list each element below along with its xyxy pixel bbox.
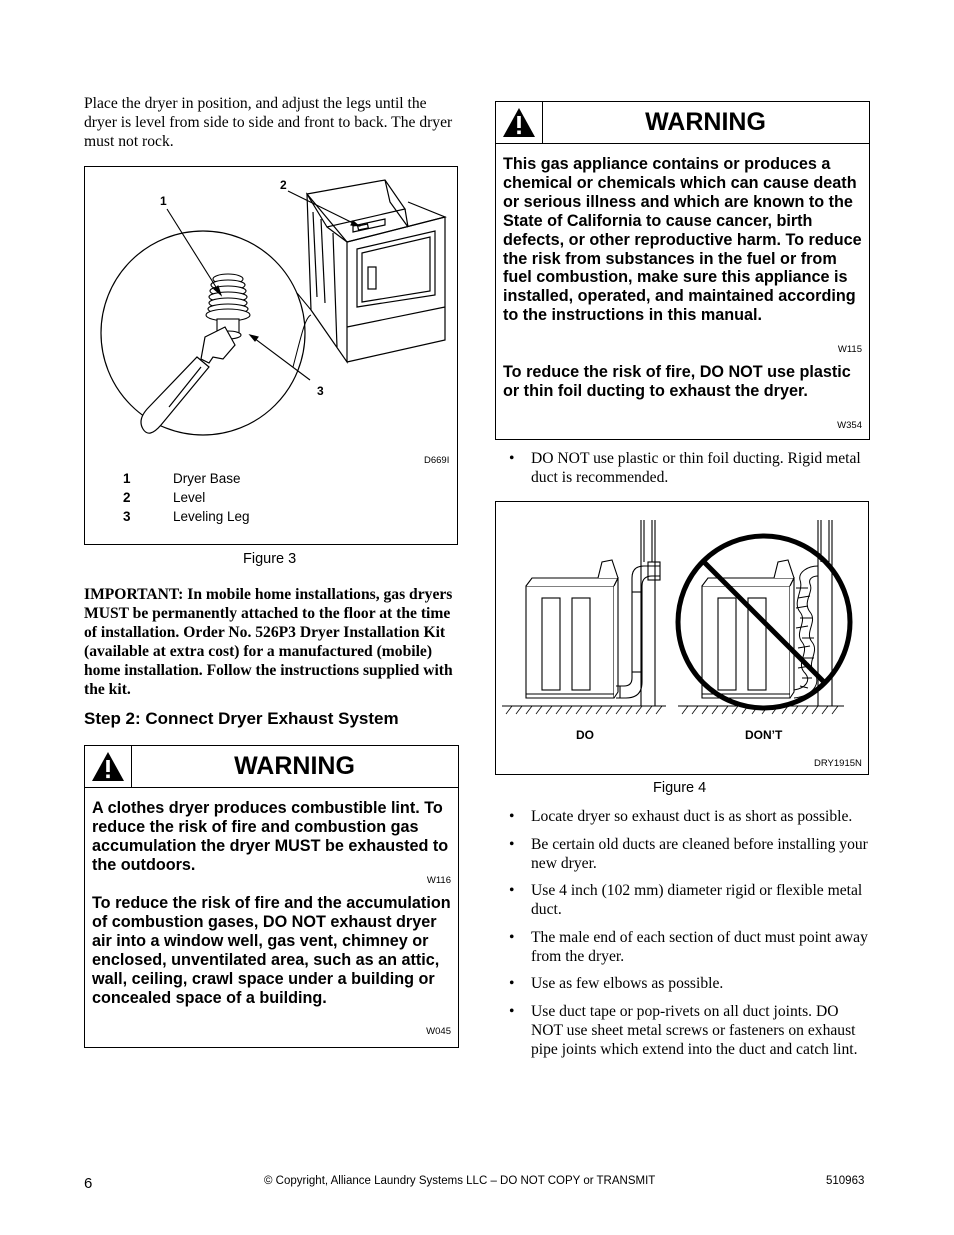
warning-triangle-icon xyxy=(85,746,132,787)
warning-box-lint xyxy=(84,745,459,1048)
bullet-item: • Use as few elbows as possible. xyxy=(509,974,869,993)
figure-3-code: D669I xyxy=(424,455,450,466)
warning-paragraph: To reduce the risk of fire, DO NOT use plastic or thin foil ducting to exhaust the dryer. xyxy=(503,363,851,400)
intro-paragraph: Place the dryer in position, and adjust the legs until the dryer is level from side to side and front to back. The dryer must not rock. xyxy=(84,95,453,150)
exhaust-duct-illustration xyxy=(496,502,868,774)
figure-4-caption: Figure 4 xyxy=(653,780,707,796)
legend-label: Dryer Base xyxy=(173,471,241,486)
legend-row xyxy=(123,489,250,508)
warning-header xyxy=(496,102,869,144)
figure-3-caption: Figure 3 xyxy=(243,551,297,567)
warning-code: W116 xyxy=(426,875,451,886)
dryer-leveling-illustration xyxy=(85,167,457,467)
figure-4 xyxy=(495,501,869,775)
bullet-item: • Be certain old ducts are cleaned before installing your new dryer. xyxy=(509,835,869,873)
bullet-item: • The male end of each section of duct must point away from the dryer. xyxy=(509,928,869,966)
legend-label: Level xyxy=(173,489,206,505)
legend-number: 2 xyxy=(123,489,131,505)
document-number: 510963 xyxy=(826,1175,865,1187)
bullet-item: • Use 4 inch (102 mm) diameter rigid or flexible metal duct. xyxy=(509,881,869,919)
important-notice: IMPORTANT: In mobile home installations, gas dryers MUST be permanently attached to the floor at the time of installation. Order No. 526P3 Dryer Installation Kit (available at extra cost) for a manufactured (mobile) home installation. Follow the instructions supplied with the kit. xyxy=(84,586,453,698)
warning-paragraph: This gas appliance contains or produces a chemical or chemicals which can cause death or serious illness and which are known to the State of California to cause cancer, birth defects, or other reproductive harm. To reduce the risk from substances in the fuel or from fuel combustion, make sure this appliance is installed, operated, and maintained according to the instructions in this manual. xyxy=(503,155,862,325)
copyright-notice: © Copyright, Alliance Laundry Systems LLC – DO NOT COPY or TRANSMIT xyxy=(264,1175,656,1187)
warning-header xyxy=(85,746,458,788)
figure-4-dont-label: DON’T xyxy=(745,728,783,742)
bullet-list-top xyxy=(509,449,869,496)
warning-code: W045 xyxy=(426,1026,451,1037)
callout-3: 3 xyxy=(317,384,324,398)
bullet-list-bottom xyxy=(509,807,869,1067)
warning-title: WARNING xyxy=(645,108,766,136)
figure-4-code: DRY1915N xyxy=(814,758,862,769)
figure-3 xyxy=(84,166,458,545)
warning-paragraph: To reduce the risk of fire and the accumulation of combustion gases, DO NOT exhaust dryer air into a window well, gas vent, chimney or enclosed, unventilated area, such as an attic, wall, ceiling, crawl space under a building or concealed space of a building. xyxy=(92,894,451,1007)
legend-number: 1 xyxy=(123,471,131,486)
warning-code: W115 xyxy=(837,344,862,355)
warning-triangle-icon xyxy=(496,102,543,143)
figure-3-legend xyxy=(123,470,250,526)
warning-box-california xyxy=(495,101,870,440)
bullet-item: • Use duct tape or pop-rivets on all duct joints. DO NOT use sheet metal screws or fasteners on exhaust pipe joints which extend into the duct and catch lint. xyxy=(509,1002,869,1059)
callout-1: 1 xyxy=(160,194,167,208)
legend-label: Leveling Leg xyxy=(173,508,250,524)
warning-title: WARNING xyxy=(234,752,355,780)
legend-row xyxy=(123,508,250,527)
legend-row xyxy=(123,470,250,489)
page-number: 6 xyxy=(84,1175,93,1192)
callout-2: 2 xyxy=(280,178,287,192)
legend-number: 3 xyxy=(123,508,131,524)
step-2-heading: Step 2: Connect Dryer Exhaust System xyxy=(84,709,399,728)
warning-code: W354 xyxy=(837,420,862,431)
warning-paragraph: A clothes dryer produces combustible lint. To reduce the risk of fire and combustion gas accumulation the dryer MUST be exhausted to the outdoors. xyxy=(92,799,449,874)
bullet-item: • DO NOT use plastic or thin foil ducting. Rigid metal duct is recommended. xyxy=(509,449,869,487)
figure-4-do-label: DO xyxy=(576,728,594,742)
bullet-item: • Locate dryer so exhaust duct is as short as possible. xyxy=(509,807,869,826)
